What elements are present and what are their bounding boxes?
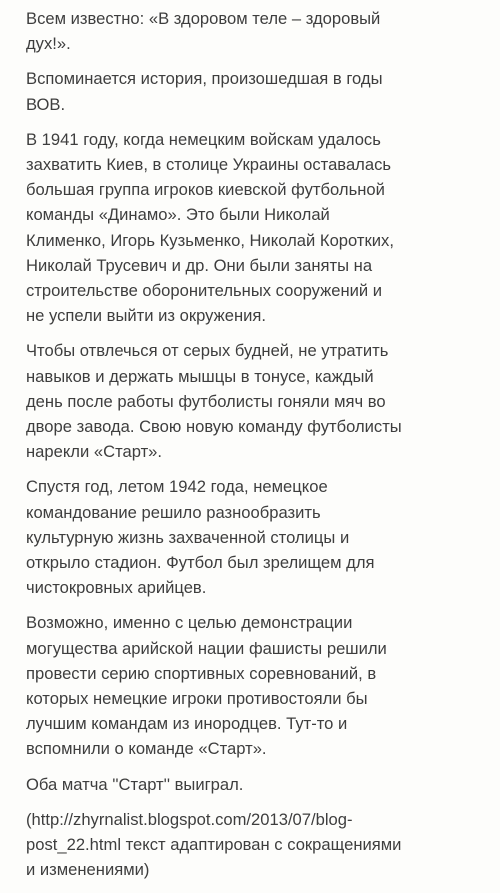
- paragraph-competitions: Возможно, именно с целью демонстрации могущества арийской нации фашисты решили провести серию спортивных соревнований, в которых немецкие игроки противостояли бы лучшим командам из инородцев. Тут-то и вспомнили о команде «Старт».: [26, 613, 387, 759]
- paragraph-start-team: Чтобы отвлечься от серых будней, не утратить навыков и держать мышцы в тонусе, каждый день после работы футболисты гоняли мяч во дворе завода. Свою новую команду футболисты нарекли «Старт».: [26, 341, 402, 462]
- paragraph-1941: В 1941 году, когда немецким войскам удалось захватить Киев, в столице Украины оставалась большая группа игроков киевской футбольной команды «Динамо». Это были Николай Клименко, Игорь Кузьменко, Николай Коротких, Николай Трусевич и др. Они были заняты на строительстве оборонительных сооружений и не успели выйти из окружения.: [26, 129, 394, 326]
- paragraph-intro: Вспоминается история, произошедшая в годы ВОВ.: [26, 69, 383, 114]
- paragraph-proverb: Всем известно: «В здоровом теле – здоровый дух!».: [26, 9, 381, 54]
- paragraph-result: Оба матча ''Старт'' выиграл.: [26, 774, 244, 794]
- article-text: [26, 6, 494, 893]
- paragraph-source: (http://zhyrnalist.blogspot.com/2013/07/blog- post_22.html текст адаптирован с сокращениями и изменениями): [26, 809, 402, 880]
- paragraph-1942: Спустя год, летом 1942 года, немецкое командование решило разнообразить культурную жизнь захваченной столицы и открыло стадион. Футбол был зрелищем для чистокровных арийцев.: [26, 477, 375, 598]
